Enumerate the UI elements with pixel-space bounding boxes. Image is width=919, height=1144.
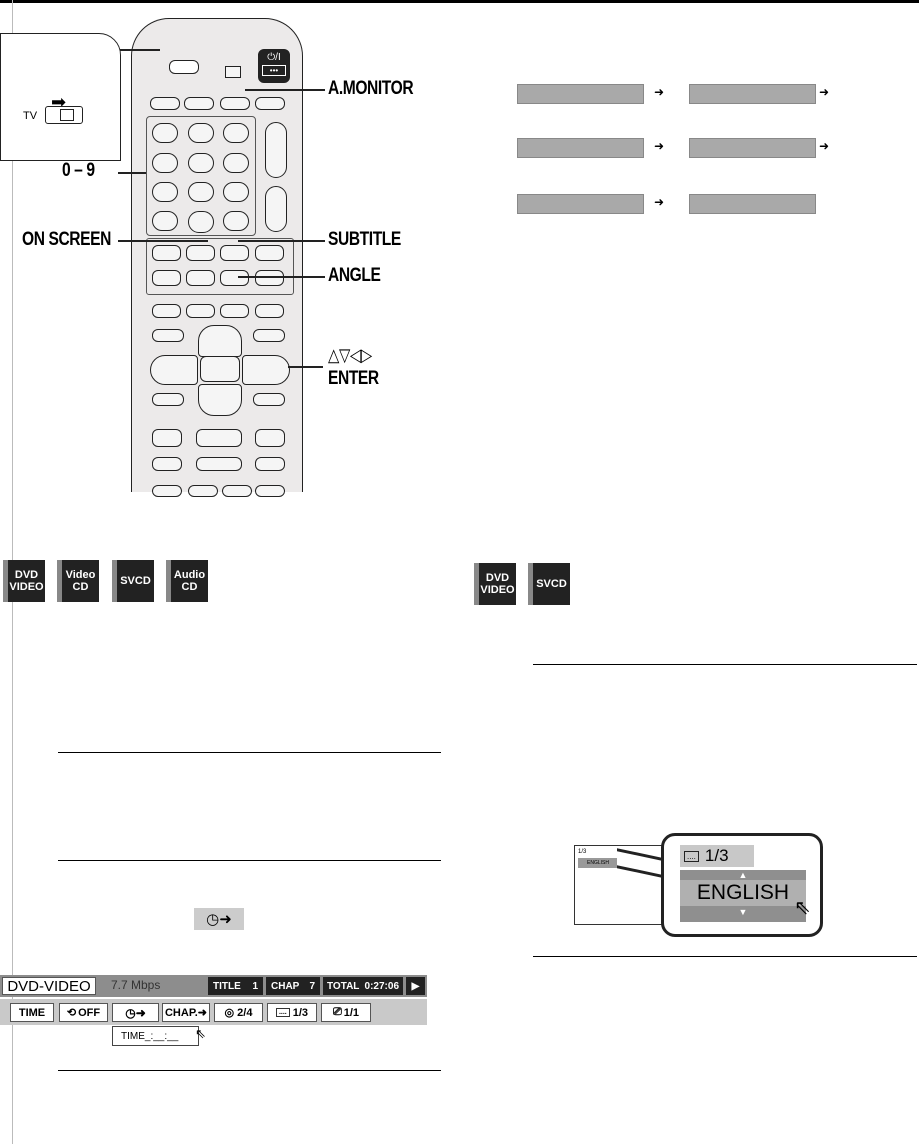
down-arrow-button: [198, 384, 242, 416]
subtitle-value: 1/3: [292, 1006, 309, 1019]
on-screen-button: [186, 245, 215, 261]
total-label: TOTAL: [327, 980, 360, 992]
power-symbol: ⏻/I: [267, 52, 281, 63]
arrow-icon: ➜: [654, 85, 665, 99]
remote-button: [152, 329, 184, 342]
audio-cd-badge: Audio CD: [166, 560, 208, 602]
top-rule: [0, 0, 919, 3]
remote-button: [152, 485, 182, 497]
video-cd-badge: Video CD: [57, 560, 99, 602]
digit-3: [223, 123, 249, 143]
arrow-icon: ➜: [819, 85, 830, 99]
subtitle-icon: ....: [276, 1008, 290, 1017]
dvd-video-badge: DVD VIDEO: [3, 560, 45, 602]
angle-osd-button[interactable]: [321, 1003, 371, 1022]
dots-label: •••: [262, 65, 286, 76]
digit-4: [152, 153, 178, 173]
leader-line: [118, 240, 208, 242]
grey-bar: [517, 84, 644, 104]
inset-leader: [120, 49, 160, 51]
time-search-button[interactable]: ◷➜: [112, 1003, 159, 1022]
mini-counter: 1/3: [578, 849, 587, 855]
mini-language: ENGLISH: [578, 858, 618, 868]
remote-button: [152, 270, 181, 286]
subtitle-popup: [661, 833, 823, 937]
digit-0: [188, 211, 214, 233]
digit-9: [223, 182, 249, 202]
chapter-search-button[interactable]: CHAP.➜: [162, 1003, 210, 1022]
total-time-indicator: [323, 977, 403, 995]
grey-bar: [517, 138, 644, 158]
remote-button: [152, 304, 181, 318]
remote-button: [253, 329, 285, 342]
angle-button: [220, 270, 249, 286]
right-arrow-icon: ➡: [51, 92, 67, 112]
separator: [58, 860, 441, 861]
title-value: 1: [252, 980, 258, 992]
title-label: TITLE: [213, 980, 241, 992]
language-text: ENGLISH: [680, 880, 806, 906]
digit-8: [188, 182, 214, 202]
remote-button: [222, 485, 252, 497]
subtitle-osd-button[interactable]: [267, 1003, 317, 1022]
tv-switch: [169, 60, 199, 74]
total-value: 0:27:06: [364, 980, 399, 992]
leader-line: [118, 172, 146, 174]
remote-button: [184, 97, 214, 110]
digit-1: [152, 123, 178, 143]
counter-text: 1/3: [704, 846, 729, 865]
leader-line: [288, 366, 323, 368]
chap-label: CHAP: [271, 980, 300, 992]
chapter-indicator: [266, 977, 320, 995]
grey-bar: [689, 194, 816, 214]
remote-button: [223, 211, 249, 231]
play-icon: ▶: [406, 977, 425, 995]
remote-button: [196, 457, 242, 471]
remote-button: [152, 211, 178, 231]
osd-status-bar: [0, 975, 427, 997]
rocker-button: [265, 122, 287, 178]
up-arrow-button: [198, 325, 242, 357]
enter-label: ENTER: [328, 368, 379, 389]
title-indicator: [208, 977, 263, 995]
repeat-button[interactable]: [59, 1003, 108, 1022]
remote-button: [152, 429, 182, 447]
separator: [58, 1070, 441, 1071]
tv-switch-inset: [0, 33, 121, 161]
digit-5: [188, 153, 214, 173]
down-icon: ▼: [738, 907, 748, 917]
arrow-keys-label: △▽◁▷: [328, 345, 372, 365]
subtitle-label: SUBTITLE: [328, 229, 401, 250]
remote-button: [150, 97, 180, 110]
a-monitor-button: [220, 97, 250, 110]
rocker-button: [265, 186, 287, 232]
cursor-icon: ⇖: [195, 1026, 206, 1041]
grey-bar: [689, 84, 816, 104]
repeat-label: OFF: [78, 1006, 101, 1019]
subtitle-button: [220, 245, 249, 261]
camera-icon: ⎚: [332, 1006, 342, 1018]
remote-button: [186, 304, 215, 318]
remote-button: [188, 485, 218, 497]
cursor-icon: ⇖: [794, 897, 811, 919]
digit-6: [223, 153, 249, 173]
time-button[interactable]: TIME: [10, 1003, 54, 1022]
osd-function-bar: [0, 999, 427, 1025]
remote-button: [220, 304, 249, 318]
leader-line: [245, 89, 325, 91]
svcd-badge: SVCD: [528, 563, 570, 605]
remote-button: [255, 429, 285, 447]
svcd-badge: SVCD: [112, 560, 154, 602]
inset-tv-label: TV: [23, 110, 38, 122]
arrow-icon: ➜: [819, 139, 830, 153]
arrow-icon: ➜: [654, 195, 665, 209]
up-icon: ▲: [738, 870, 748, 880]
audio-value: 2/4: [237, 1006, 253, 1019]
subtitle-counter: [680, 845, 754, 867]
digit-7: [152, 182, 178, 202]
grey-bar: [689, 138, 816, 158]
digits-label: 0 – 9: [62, 160, 95, 181]
remote-button: [152, 245, 181, 261]
arrow-icon: ➜: [654, 139, 665, 153]
time-entry-text: TIME_:__:__: [121, 1030, 179, 1042]
subtitle-icon: ....: [684, 851, 699, 862]
bitrate: 7.7 Mbps: [111, 978, 161, 992]
separator: [533, 664, 917, 665]
right-arrow-button: [242, 355, 290, 385]
remote-button: [255, 270, 284, 286]
small-button: [225, 66, 241, 78]
remote-button: [255, 97, 285, 110]
on-screen-label: ON SCREEN: [22, 229, 111, 250]
leader-line: [238, 240, 325, 242]
remote-button: [255, 304, 284, 318]
disc-type: DVD-VIDEO: [2, 977, 96, 995]
repeat-icon: ⟲: [66, 1007, 77, 1019]
angle-value: 1/1: [343, 1006, 360, 1019]
chap-value: 7: [309, 980, 315, 992]
remote-button: [152, 457, 182, 471]
a-monitor-label: A.MONITOR: [328, 78, 414, 99]
time-entry-box[interactable]: [112, 1026, 199, 1046]
enter-button: [200, 356, 240, 382]
left-arrow-button: [150, 355, 198, 385]
clock-arrow-icon: ◷➜: [194, 908, 244, 930]
audio-icon: ◎: [224, 1007, 235, 1019]
separator: [58, 752, 441, 753]
remote-button: [255, 485, 285, 497]
angle-label: ANGLE: [328, 265, 381, 286]
remote-button: [152, 393, 184, 406]
power-button: [258, 49, 290, 83]
remote-button: [255, 457, 285, 471]
remote-button: [196, 429, 242, 447]
digit-2: [188, 123, 214, 143]
leader-line: [238, 276, 325, 278]
remote-button: [255, 245, 284, 261]
audio-button[interactable]: [214, 1003, 263, 1022]
grey-bar: [517, 194, 644, 214]
separator: [533, 956, 917, 957]
language-selector[interactable]: [680, 870, 806, 922]
switch-icon: [45, 106, 83, 124]
remote-button: [253, 393, 285, 406]
remote-button: [186, 270, 215, 286]
dvd-video-badge: DVD VIDEO: [474, 563, 516, 605]
